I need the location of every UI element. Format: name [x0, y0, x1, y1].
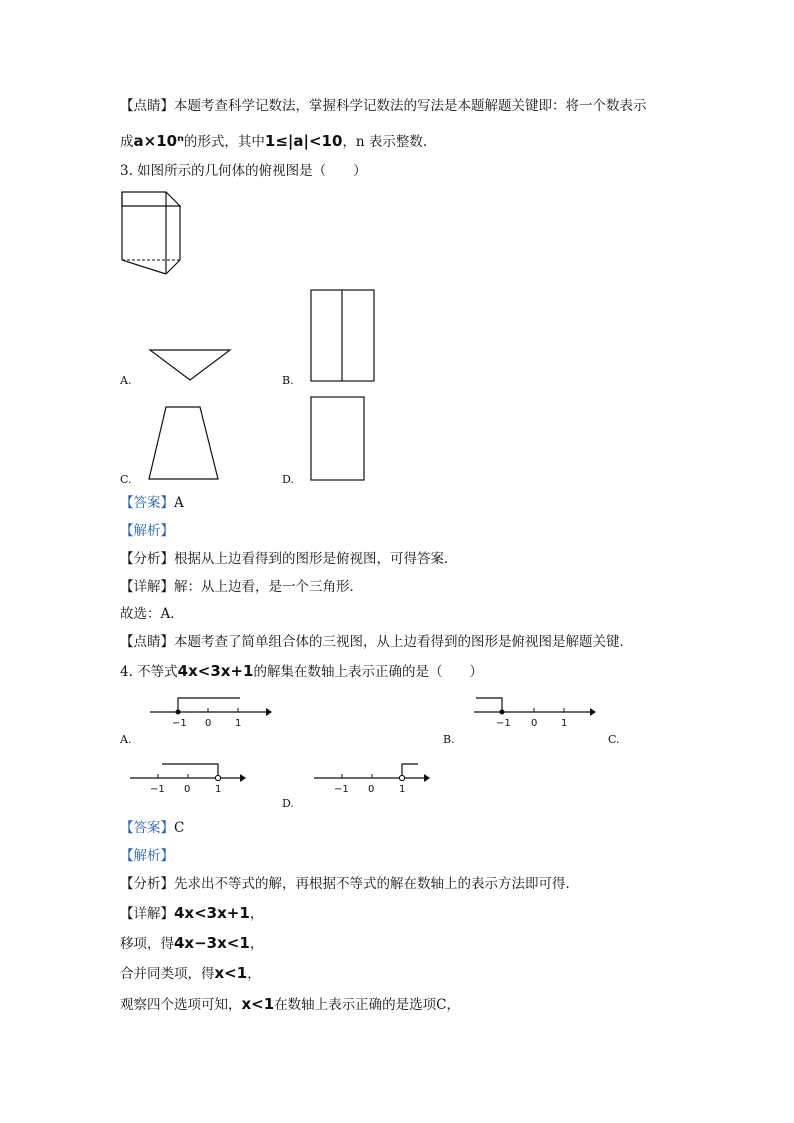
q4-option-a-label[interactable]: A.	[120, 733, 132, 746]
tick-label: −1	[334, 784, 349, 795]
q4-step3	[120, 964, 261, 983]
answer-tag: 【答案】	[120, 495, 174, 511]
q3-option-d-rect	[310, 396, 366, 482]
q3-choose: 故选：A．	[120, 606, 184, 622]
step2-prefix: 移项，得	[120, 936, 174, 952]
q4-option-c-numberline	[128, 758, 254, 798]
q4-fenxi: 【分析】先求出不等式的解，再根据不等式的解在数轴上的表示方法即可得．	[120, 876, 579, 892]
q4-stem	[120, 662, 483, 681]
prev-note-prefix: 成	[120, 134, 134, 150]
prev-note-mid: 的形式，其中	[183, 134, 265, 150]
q3-fenxi: 【分析】根据从上边看得到的图形是俯视图，可得答案．	[120, 551, 458, 567]
tick-label: 1	[399, 784, 406, 795]
xiangjie-tag: 【详解】	[120, 906, 174, 922]
q4-stem-prefix: 4. 不等式	[120, 664, 178, 680]
q4-option-b-numberline	[472, 692, 598, 732]
tick-label: −1	[172, 718, 187, 729]
q3-xiangjie: 【详解】解：从上边看，是一个三角形．	[120, 579, 363, 595]
tick-label: 0	[368, 784, 375, 795]
q4-option-a-numberline	[148, 692, 274, 732]
math-step4: x<1	[241, 995, 275, 1013]
q3-option-a-triangle	[148, 348, 234, 382]
q3-answer	[120, 494, 184, 512]
q3-option-c-trapezoid	[146, 405, 222, 483]
q4-option-d-numberline	[312, 758, 438, 798]
q3-dianjing: 【点睛】本题考查了简单组合体的三视图，从上边看得到的图形是俯视图是解题关键．	[120, 634, 633, 650]
math-scientific-form: a×10ⁿ	[133, 132, 184, 150]
q4-answer	[120, 819, 184, 837]
q3-analysis-tag: 【解析】	[120, 523, 174, 539]
punct: ，	[249, 936, 264, 952]
tick-label: 1	[561, 718, 568, 729]
q4-option-c-label[interactable]: C.	[608, 733, 620, 746]
prism-figure	[118, 188, 188, 280]
step4-prefix: 观察四个选项可知，	[120, 997, 242, 1013]
tick-label: −1	[150, 784, 165, 795]
answer-value: A	[174, 495, 184, 511]
math-range: 1≤|a|<10	[264, 132, 343, 150]
q3-option-d-label[interactable]: D.	[282, 473, 294, 486]
q3-option-c-label[interactable]: C.	[120, 473, 132, 486]
q4-analysis-tag: 【解析】	[120, 848, 174, 864]
tick-label: 1	[215, 784, 222, 795]
prev-note-line1: 【点睛】本题考查科学记数法，掌握科学记数法的写法是本题解题关键即：将一个数表示	[120, 98, 647, 114]
q4-step1	[120, 904, 263, 923]
math-step3: x<1	[214, 964, 248, 982]
math-step1: 4x<3x+1	[174, 904, 250, 922]
q4-step4	[120, 995, 460, 1014]
step3-prefix: 合并同类项，得	[120, 966, 215, 982]
q4-step2	[120, 934, 263, 953]
answer-tag: 【答案】	[120, 820, 174, 836]
q3-option-b-label[interactable]: B.	[282, 374, 294, 387]
tick-label: 0	[205, 718, 212, 729]
answer-value: C	[174, 820, 185, 836]
tick-label: 0	[531, 718, 538, 729]
punct: ，	[249, 906, 264, 922]
prev-note-line2	[120, 132, 427, 151]
q3-option-a-label[interactable]: A.	[120, 374, 132, 387]
math-inequality: 4x<3x+1	[177, 662, 254, 680]
punct: ，	[247, 966, 261, 982]
step4-tail: 在数轴上表示正确的是选项C，	[274, 997, 461, 1013]
q3-option-b-rect	[310, 289, 376, 383]
tick-label: 1	[235, 718, 242, 729]
prev-note-suffix: ，n 表示整数.	[342, 134, 428, 150]
math-step2: 4x−3x<1	[174, 934, 250, 952]
q3-stem: 3. 如图所示的几何体的俯视图是（ ）	[120, 163, 367, 179]
tick-label: 0	[184, 784, 191, 795]
q4-stem-suffix: 的解集在数轴上表示正确的是（ ）	[253, 664, 483, 680]
q4-option-d-label[interactable]: D.	[282, 797, 294, 810]
q4-option-b-label[interactable]: B.	[443, 733, 455, 746]
tick-label: −1	[496, 718, 511, 729]
